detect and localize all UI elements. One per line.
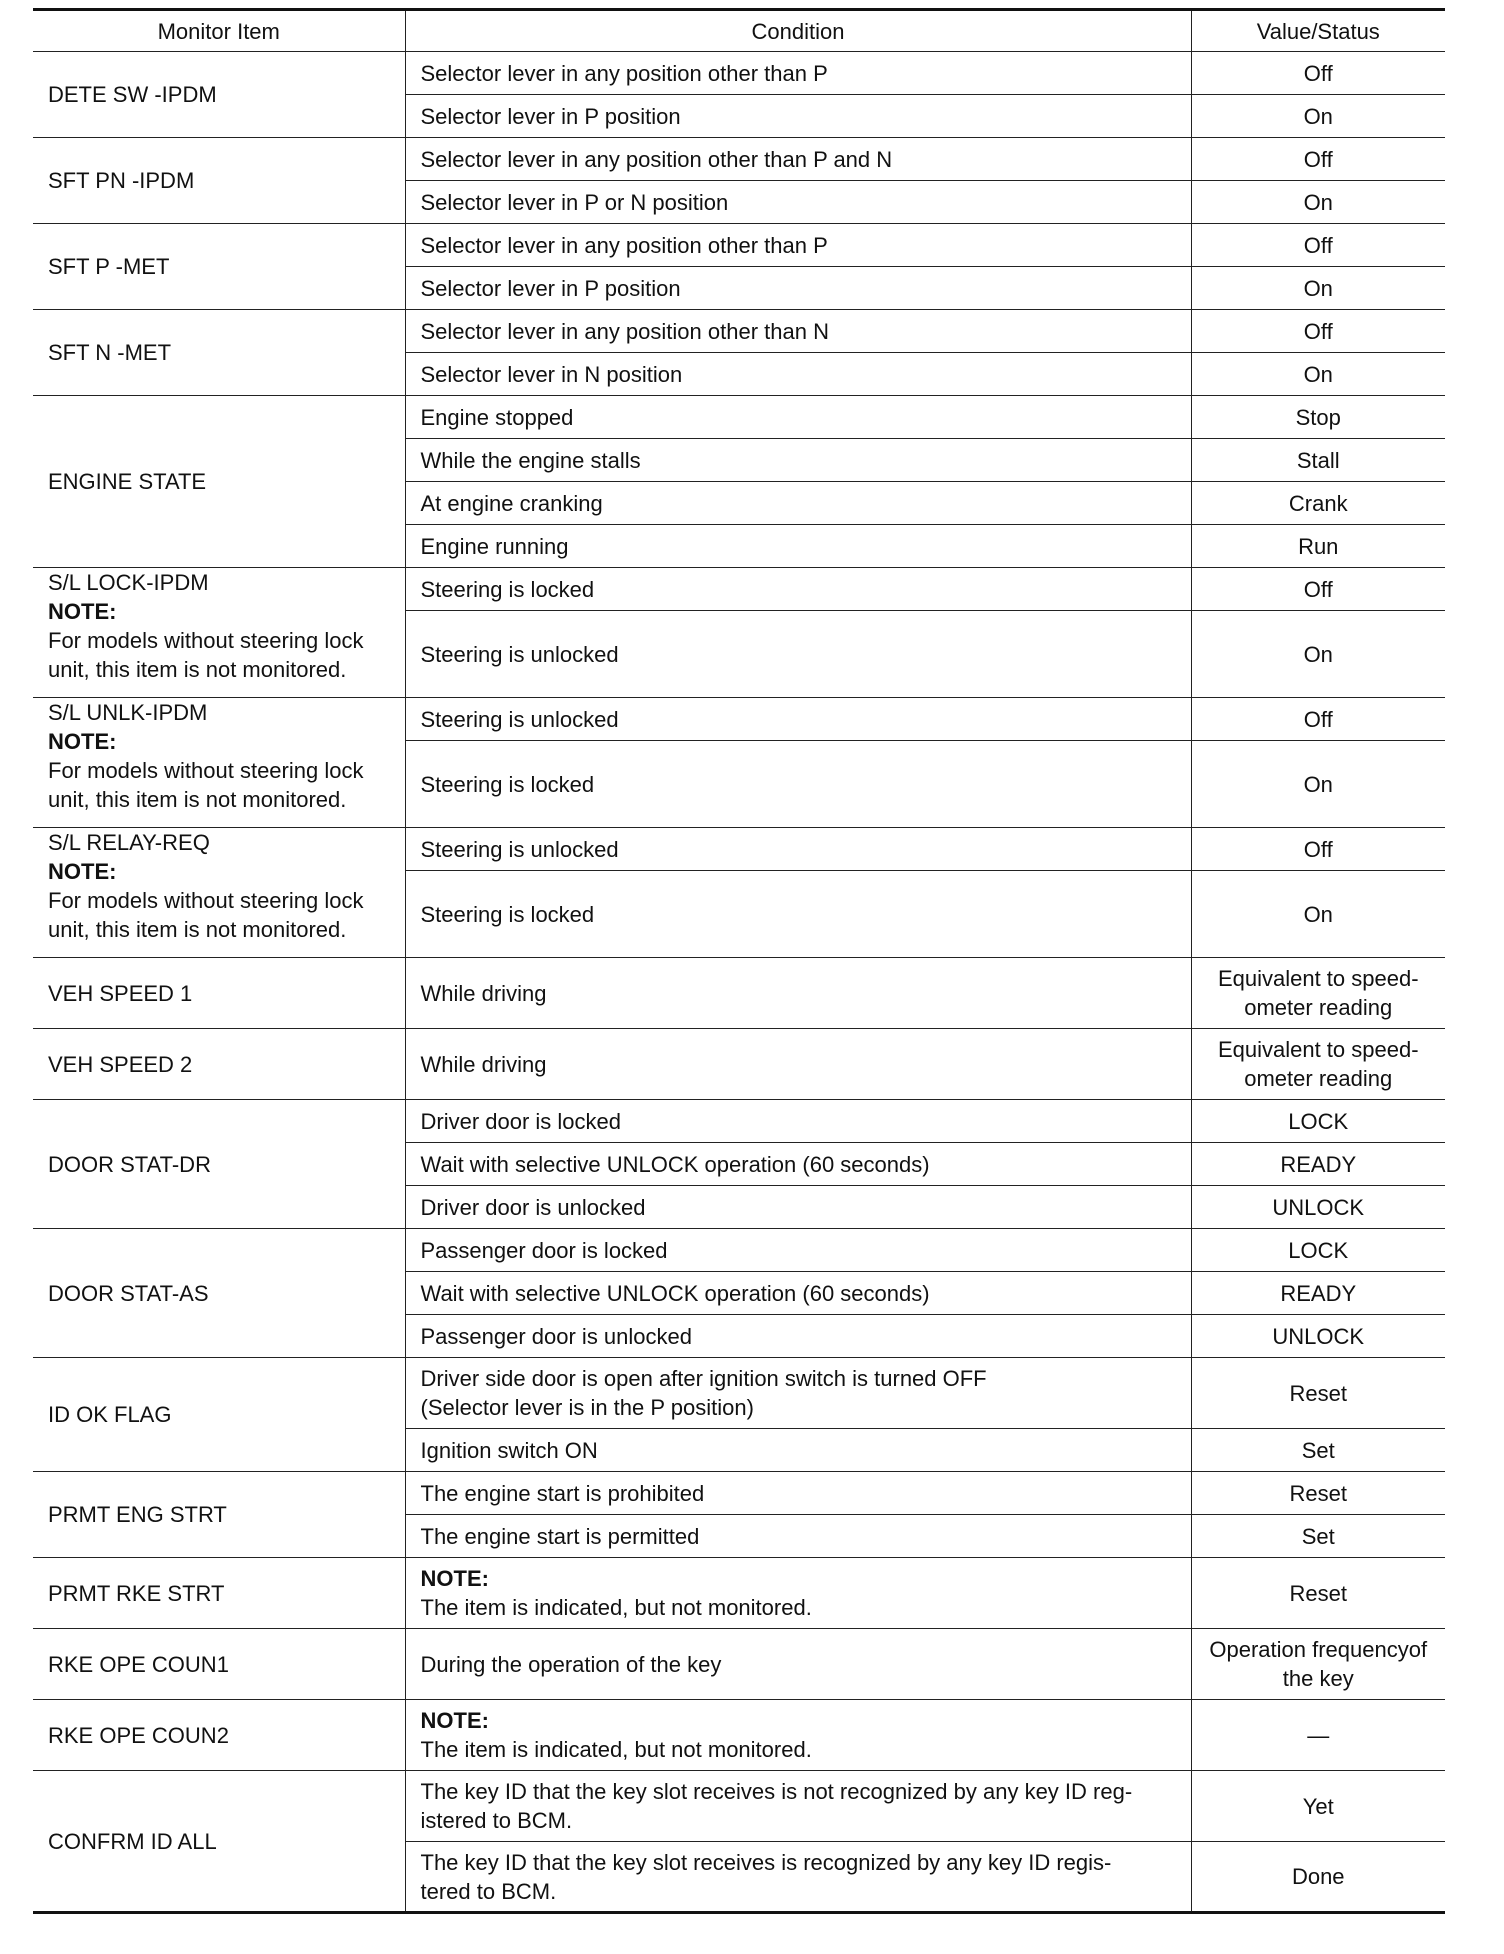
note-text-line: For models without steering lock <box>48 628 364 653</box>
value-status-line: Off <box>1303 836 1333 862</box>
table-row <box>33 1229 1445 1272</box>
monitor-item-line: PRMT RKE STRT <box>48 1580 225 1606</box>
monitor-item-line: RKE OPE COUN1 <box>48 1651 229 1677</box>
condition-cell <box>405 1842 1191 1913</box>
value-status-cell <box>1191 1629 1445 1700</box>
monitor-item-cell <box>33 224 405 310</box>
monitor-item-cell <box>33 568 405 698</box>
condition-line: Selector lever in any position other than P <box>420 60 828 86</box>
note-text-line: unit, this item is not monitored. <box>48 657 347 682</box>
monitor-item-line: DOOR STAT-AS <box>48 1280 209 1306</box>
condition-cell <box>405 267 1191 310</box>
condition-line: Selector lever in N position <box>420 361 683 387</box>
condition-line: tered to BCM. <box>420 1878 557 1904</box>
monitor-item-cell <box>33 396 405 568</box>
condition-cell <box>405 1143 1191 1186</box>
condition-line: While the engine stalls <box>420 447 641 473</box>
condition-line: Steering is locked <box>420 576 595 602</box>
value-status-cell <box>1191 1143 1445 1186</box>
value-status-line: Reset <box>1289 1480 1347 1506</box>
value-status-cell <box>1191 1472 1445 1515</box>
monitor-item-line: PRMT ENG STRT <box>48 1502 227 1527</box>
note-label: NOTE: <box>420 1566 489 1591</box>
monitor-item-line: VEH SPEED 1 <box>48 980 193 1006</box>
value-status-line: of the key <box>1282 1637 1428 1691</box>
condition-cell <box>405 828 1191 871</box>
condition-cell <box>405 1558 1191 1629</box>
condition-line: Steering is locked <box>420 771 595 797</box>
condition-line: While driving <box>420 980 547 1006</box>
value-status-cell <box>1191 310 1445 353</box>
condition-line: Selector lever in P or N position <box>420 189 729 215</box>
table-row <box>33 224 1445 267</box>
table-row <box>33 1700 1445 1771</box>
table-row <box>33 568 1445 611</box>
condition-line: The key ID that the key slot receives is recognized by any key ID regis- <box>420 1849 1112 1875</box>
value-status-line: ometer reading <box>1244 1066 1393 1091</box>
monitor-item-cell <box>33 52 405 138</box>
condition-cell <box>405 958 1191 1029</box>
value-status-line: Stall <box>1296 447 1340 473</box>
value-status-line: Off <box>1303 146 1333 172</box>
condition-cell <box>405 698 1191 741</box>
monitor-item-cell <box>33 828 405 958</box>
condition-line: Driver door is locked <box>420 1108 622 1134</box>
value-status-line: Done <box>1291 1864 1345 1889</box>
value-status-line: UNLOCK <box>1272 1194 1365 1220</box>
monitor-item-line: SFT N -MET <box>48 340 172 365</box>
value-status-line: Reset <box>1289 1580 1347 1606</box>
note-label: NOTE: <box>48 859 117 884</box>
condition-cell <box>405 1629 1191 1700</box>
value-status-line: Equivalent to speed- <box>1217 1037 1419 1062</box>
condition-cell <box>405 1100 1191 1143</box>
condition-cell <box>405 1358 1191 1429</box>
condition-line: The item is indicated, but not monitored. <box>420 1595 812 1620</box>
value-status-cell <box>1191 439 1445 482</box>
condition-cell <box>405 1315 1191 1358</box>
value-status-cell <box>1191 181 1445 224</box>
header-value-status: Value/Status <box>1191 10 1445 52</box>
value-status-line: On <box>1303 771 1333 797</box>
note-text-line: unit, this item is not monitored. <box>48 917 347 942</box>
monitor-item-line: DOOR STAT-DR <box>48 1151 211 1177</box>
condition-cell <box>405 568 1191 611</box>
value-status-line: Crank <box>1288 490 1348 516</box>
monitor-item-line: S/L UNLK-IPDM <box>48 700 208 725</box>
condition-cell <box>405 1515 1191 1558</box>
value-status-cell <box>1191 698 1445 741</box>
value-status-cell <box>1191 1842 1445 1913</box>
value-status-line: Reset <box>1289 1380 1347 1406</box>
monitor-item-cell <box>33 1229 405 1358</box>
condition-cell <box>405 1029 1191 1100</box>
monitor-item-cell <box>33 1771 405 1913</box>
note-label: NOTE: <box>420 1708 489 1733</box>
condition-cell <box>405 871 1191 958</box>
value-status-cell <box>1191 525 1445 568</box>
condition-cell <box>405 138 1191 181</box>
monitor-item-line: S/L LOCK-IPDM <box>48 570 209 595</box>
condition-line: Ignition switch ON <box>420 1437 598 1463</box>
condition-line: Selector lever in any position other than P <box>420 232 828 258</box>
value-status-line: Equivalent to speed- <box>1217 966 1419 991</box>
value-status-cell <box>1191 1100 1445 1143</box>
value-status-cell <box>1191 1315 1445 1358</box>
note-label: NOTE: <box>48 729 117 754</box>
value-status-line: Set <box>1301 1437 1335 1463</box>
condition-line: The key ID that the key slot receives is not recognized by any key ID reg- <box>420 1779 1133 1804</box>
value-status-cell <box>1191 611 1445 698</box>
condition-cell <box>405 95 1191 138</box>
condition-line: Steering is unlocked <box>420 836 619 862</box>
table-row <box>33 1100 1445 1143</box>
table-row <box>33 1558 1445 1629</box>
value-status-cell <box>1191 1272 1445 1315</box>
condition-line: The engine start is permitted <box>420 1523 700 1549</box>
value-status-cell <box>1191 224 1445 267</box>
note-label: NOTE: <box>48 599 117 624</box>
condition-line: istered to BCM. <box>420 1808 573 1833</box>
condition-line: Steering is unlocked <box>420 706 619 732</box>
table-row <box>33 1629 1445 1700</box>
value-status-cell <box>1191 1515 1445 1558</box>
value-status-cell <box>1191 1186 1445 1229</box>
condition-line: Selector lever in P position <box>420 275 681 301</box>
note-text-line: For models without steering lock <box>48 758 364 783</box>
value-status-line: On <box>1303 275 1333 301</box>
value-status-line: On <box>1303 641 1333 667</box>
condition-cell <box>405 1186 1191 1229</box>
table-row <box>33 310 1445 353</box>
value-status-line: On <box>1303 189 1333 215</box>
condition-line: During the operation of the key <box>420 1651 722 1677</box>
condition-cell <box>405 353 1191 396</box>
condition-cell <box>405 741 1191 828</box>
condition-line: Driver side door is open after ignition switch is turned OFF <box>420 1366 987 1391</box>
value-status-line: On <box>1303 901 1333 927</box>
condition-cell <box>405 52 1191 95</box>
condition-cell <box>405 224 1191 267</box>
condition-line: Steering is locked <box>420 901 595 927</box>
condition-line: Wait with selective UNLOCK operation (60 seconds) <box>420 1280 930 1306</box>
value-status-line: On <box>1303 103 1333 129</box>
value-status-line: Off <box>1303 576 1333 602</box>
value-status-line: Off <box>1303 232 1333 258</box>
condition-line: Passenger door is unlocked <box>420 1323 692 1349</box>
condition-line: At engine cranking <box>420 490 603 516</box>
table-row <box>33 1029 1445 1100</box>
monitor-item-cell <box>33 138 405 224</box>
table-body <box>33 52 1445 1913</box>
header-row <box>33 10 1445 52</box>
condition-cell <box>405 525 1191 568</box>
condition-cell <box>405 310 1191 353</box>
value-status-cell <box>1191 396 1445 439</box>
value-status-line: LOCK <box>1288 1108 1349 1134</box>
table-row <box>33 1771 1445 1842</box>
condition-cell <box>405 396 1191 439</box>
condition-line: The engine start is prohibited <box>420 1480 705 1506</box>
value-status-line: UNLOCK <box>1272 1323 1365 1349</box>
condition-line: Driver door is unlocked <box>420 1194 646 1220</box>
value-status-line: — <box>1307 1722 1330 1748</box>
condition-cell <box>405 1771 1191 1842</box>
monitor-item-cell <box>33 1472 405 1558</box>
condition-line: Selector lever in P position <box>420 103 681 129</box>
monitor-item-line: ENGINE STATE <box>48 469 207 494</box>
monitor-item-line: DETE SW -IPDM <box>48 82 217 107</box>
value-status-cell <box>1191 958 1445 1029</box>
value-status-line: LOCK <box>1288 1237 1349 1263</box>
condition-line: Wait with selective UNLOCK operation (60 seconds) <box>420 1151 930 1177</box>
value-status-line: Off <box>1303 706 1333 732</box>
condition-cell <box>405 611 1191 698</box>
value-status-line: Operation frequency <box>1209 1637 1409 1662</box>
value-status-line: Set <box>1301 1523 1335 1549</box>
condition-line: Steering is unlocked <box>420 641 619 667</box>
value-status-line: Off <box>1303 60 1333 86</box>
condition-line: Passenger door is locked <box>420 1237 668 1263</box>
monitor-item-line: SFT PN -IPDM <box>48 168 195 193</box>
monitor-item-table <box>33 8 1445 1914</box>
condition-cell <box>405 1700 1191 1771</box>
monitor-item-cell <box>33 1629 405 1700</box>
condition-line: Engine stopped <box>420 404 574 430</box>
table-row <box>33 396 1445 439</box>
condition-line: (Selector lever is in the P position) <box>420 1395 754 1420</box>
value-status-cell <box>1191 741 1445 828</box>
table-row <box>33 52 1445 95</box>
monitor-table-container <box>33 8 1445 1914</box>
value-status-cell <box>1191 1771 1445 1842</box>
condition-cell <box>405 1429 1191 1472</box>
value-status-line: ometer reading <box>1244 995 1393 1020</box>
value-status-line: Stop <box>1295 404 1341 430</box>
condition-cell <box>405 1472 1191 1515</box>
value-status-cell <box>1191 1029 1445 1100</box>
value-status-cell <box>1191 828 1445 871</box>
condition-cell <box>405 1229 1191 1272</box>
monitor-item-cell <box>33 1700 405 1771</box>
monitor-item-line: S/L RELAY-REQ <box>48 830 210 855</box>
note-text-line: For models without steering lock <box>48 888 364 913</box>
condition-line: Selector lever in any position other than N <box>420 318 829 344</box>
value-status-line: Yet <box>1302 1793 1334 1819</box>
condition-cell <box>405 1272 1191 1315</box>
monitor-item-cell <box>33 1558 405 1629</box>
value-status-line: READY <box>1280 1151 1357 1177</box>
condition-line: Selector lever in any position other than P and N <box>420 146 893 172</box>
monitor-item-line: CONFRM ID ALL <box>48 1828 217 1854</box>
value-status-cell <box>1191 871 1445 958</box>
condition-line: While driving <box>420 1051 547 1077</box>
monitor-item-line: VEH SPEED 2 <box>48 1051 193 1077</box>
monitor-item-cell <box>33 698 405 828</box>
condition-cell <box>405 439 1191 482</box>
condition-cell <box>405 181 1191 224</box>
monitor-item-cell <box>33 1029 405 1100</box>
monitor-item-cell <box>33 310 405 396</box>
header-condition: Condition <box>405 10 1191 52</box>
condition-line: The item is indicated, but not monitored. <box>420 1737 812 1762</box>
table-row <box>33 1472 1445 1515</box>
value-status-cell <box>1191 1429 1445 1472</box>
value-status-cell <box>1191 52 1445 95</box>
value-status-line: READY <box>1280 1280 1357 1306</box>
value-status-cell <box>1191 138 1445 181</box>
value-status-cell <box>1191 1700 1445 1771</box>
monitor-item-line: RKE OPE COUN2 <box>48 1722 229 1748</box>
value-status-cell <box>1191 568 1445 611</box>
value-status-cell <box>1191 1229 1445 1272</box>
value-status-cell <box>1191 267 1445 310</box>
monitor-item-cell <box>33 1358 405 1472</box>
table-row <box>33 138 1445 181</box>
table-row <box>33 1358 1445 1429</box>
condition-line: Engine running <box>420 533 569 559</box>
note-text-line: unit, this item is not monitored. <box>48 787 347 812</box>
value-status-cell <box>1191 482 1445 525</box>
table-row <box>33 828 1445 871</box>
value-status-line: Off <box>1303 318 1333 344</box>
condition-cell <box>405 482 1191 525</box>
value-status-cell <box>1191 353 1445 396</box>
header-monitor-item: Monitor Item <box>33 10 405 52</box>
value-status-cell <box>1191 1558 1445 1629</box>
monitor-item-cell <box>33 1100 405 1229</box>
value-status-line: Run <box>1298 533 1339 559</box>
monitor-item-line: SFT P -MET <box>48 254 170 279</box>
table-row <box>33 698 1445 741</box>
monitor-item-cell <box>33 958 405 1029</box>
value-status-cell <box>1191 95 1445 138</box>
monitor-item-line: ID OK FLAG <box>48 1402 172 1427</box>
value-status-line: On <box>1303 361 1333 387</box>
value-status-cell <box>1191 1358 1445 1429</box>
table-row <box>33 958 1445 1029</box>
